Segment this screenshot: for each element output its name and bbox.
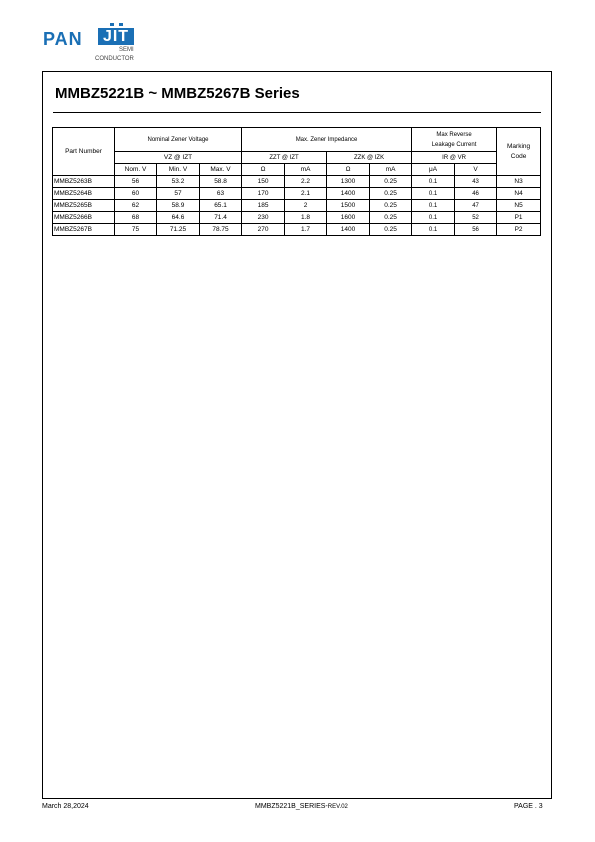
table-row bbox=[53, 188, 541, 200]
unit-cell: μA bbox=[412, 164, 455, 176]
part-number-cell: MMBZ5265B bbox=[53, 200, 115, 212]
unit-cell: Nom. V bbox=[115, 164, 157, 176]
table-cell: 63 bbox=[200, 188, 242, 200]
part-number-cell: MMBZ5264B bbox=[53, 188, 115, 200]
logo-conductor-text: CONDUCTOR bbox=[95, 56, 134, 62]
unit-cell: mA bbox=[370, 164, 412, 176]
table-cell: 1400 bbox=[327, 224, 370, 236]
part-number-cell: MMBZ5263B bbox=[53, 176, 115, 188]
table-row bbox=[53, 212, 541, 224]
table-cell: 71.4 bbox=[200, 212, 242, 224]
table-cell: 52 bbox=[455, 212, 497, 224]
table-row bbox=[53, 176, 541, 188]
page-title: MMBZ5221B ~ MMBZ5267B Series bbox=[55, 85, 300, 102]
table-cell: 62 bbox=[115, 200, 157, 212]
logo-dots bbox=[110, 23, 126, 27]
table-cell: 68 bbox=[115, 212, 157, 224]
table-cell: 230 bbox=[242, 212, 285, 224]
table-cell: 0.1 bbox=[412, 176, 455, 188]
footer-page-number: PAGE . 3 bbox=[514, 803, 543, 810]
marking-code-cell: P2 bbox=[497, 224, 541, 236]
table-cell: 185 bbox=[242, 200, 285, 212]
footer-doc-name: MMBZ5221B_SERIES- bbox=[255, 803, 328, 810]
header-marking-line2: Code bbox=[510, 152, 527, 160]
unit-cell: Min. V bbox=[157, 164, 200, 176]
part-number-cell: MMBZ5267B bbox=[53, 224, 115, 236]
zener-spec-table bbox=[52, 127, 541, 236]
header-max-reverse-line2: Leakage Current bbox=[431, 141, 477, 148]
marking-code-cell: P1 bbox=[497, 212, 541, 224]
logo-jit-text: JIT bbox=[98, 28, 134, 45]
marking-code-cell: N3 bbox=[497, 176, 541, 188]
logo-semi-text: SEMI bbox=[119, 47, 134, 53]
title-rule bbox=[53, 112, 541, 113]
table-cell: 0.25 bbox=[370, 200, 412, 212]
header-part-number: Part Number bbox=[53, 128, 115, 176]
table-cell: 57 bbox=[157, 188, 200, 200]
table-row bbox=[53, 200, 541, 212]
table-cell: 2.2 bbox=[285, 176, 327, 188]
table-cell: 43 bbox=[455, 176, 497, 188]
table-cell: 0.25 bbox=[370, 176, 412, 188]
table-cell: 65.1 bbox=[200, 200, 242, 212]
table-cell: 2.1 bbox=[285, 188, 327, 200]
table-cell: 0.25 bbox=[370, 224, 412, 236]
table-cell: 1600 bbox=[327, 212, 370, 224]
table-row bbox=[53, 224, 541, 236]
table-cell: 47 bbox=[455, 200, 497, 212]
table-cell: 1.8 bbox=[285, 212, 327, 224]
table-cell: 78.75 bbox=[200, 224, 242, 236]
table-cell: 58.8 bbox=[200, 176, 242, 188]
panjit-logo bbox=[43, 26, 143, 66]
header-vz-condition: VZ @ IZT bbox=[115, 152, 242, 164]
table-cell: 1300 bbox=[327, 176, 370, 188]
table-cell: 0.1 bbox=[412, 200, 455, 212]
table-cell: 46 bbox=[455, 188, 497, 200]
part-number-cell: MMBZ5266B bbox=[53, 212, 115, 224]
table-cell: 0.25 bbox=[370, 188, 412, 200]
header-zzt-condition: ZZT @ IZT bbox=[242, 152, 327, 164]
table-cell: 0.25 bbox=[370, 212, 412, 224]
marking-code-cell: N5 bbox=[497, 200, 541, 212]
footer-date: March 28,2024 bbox=[42, 803, 89, 810]
table-cell: 2 bbox=[285, 200, 327, 212]
table-cell: 150 bbox=[242, 176, 285, 188]
table-cell: 53.2 bbox=[157, 176, 200, 188]
marking-code-cell: N4 bbox=[497, 188, 541, 200]
table-cell: 0.1 bbox=[412, 188, 455, 200]
table-cell: 75 bbox=[115, 224, 157, 236]
header-marking-line1: Marking bbox=[507, 142, 531, 150]
table-cell: 1.7 bbox=[285, 224, 327, 236]
table-cell: 1400 bbox=[327, 188, 370, 200]
header-nominal-zener-voltage: Nominal Zener Voltage bbox=[115, 128, 242, 152]
table-cell: 270 bbox=[242, 224, 285, 236]
header-ir-condition: IR @ VR bbox=[412, 152, 497, 164]
logo-pan-text: PAN bbox=[43, 29, 83, 49]
header-marking-code bbox=[497, 128, 541, 176]
unit-cell: mA bbox=[285, 164, 327, 176]
table-cell: 58.9 bbox=[157, 200, 200, 212]
table-cell: 0.1 bbox=[412, 224, 455, 236]
unit-cell: Max. V bbox=[200, 164, 242, 176]
unit-cell: V bbox=[455, 164, 497, 176]
table-cell: 64.6 bbox=[157, 212, 200, 224]
table-cell: 170 bbox=[242, 188, 285, 200]
table-cell: 71.25 bbox=[157, 224, 200, 236]
table-cell: 60 bbox=[115, 188, 157, 200]
header-max-zener-impedance: Max. Zener Impedance bbox=[242, 128, 412, 152]
header-zzk-condition: ZZK @ IZK bbox=[327, 152, 412, 164]
table-cell: 1500 bbox=[327, 200, 370, 212]
table-cell: 0.1 bbox=[412, 212, 455, 224]
header-max-reverse-line1: Max Reverse bbox=[436, 131, 472, 138]
footer-revision: REV.02 bbox=[327, 804, 348, 810]
table-cell: 56 bbox=[455, 224, 497, 236]
header-max-reverse-leakage bbox=[412, 128, 497, 152]
table-cell: 56 bbox=[115, 176, 157, 188]
unit-cell: Ω bbox=[327, 164, 370, 176]
footer-doc-id bbox=[255, 803, 348, 810]
unit-cell: Ω bbox=[242, 164, 285, 176]
